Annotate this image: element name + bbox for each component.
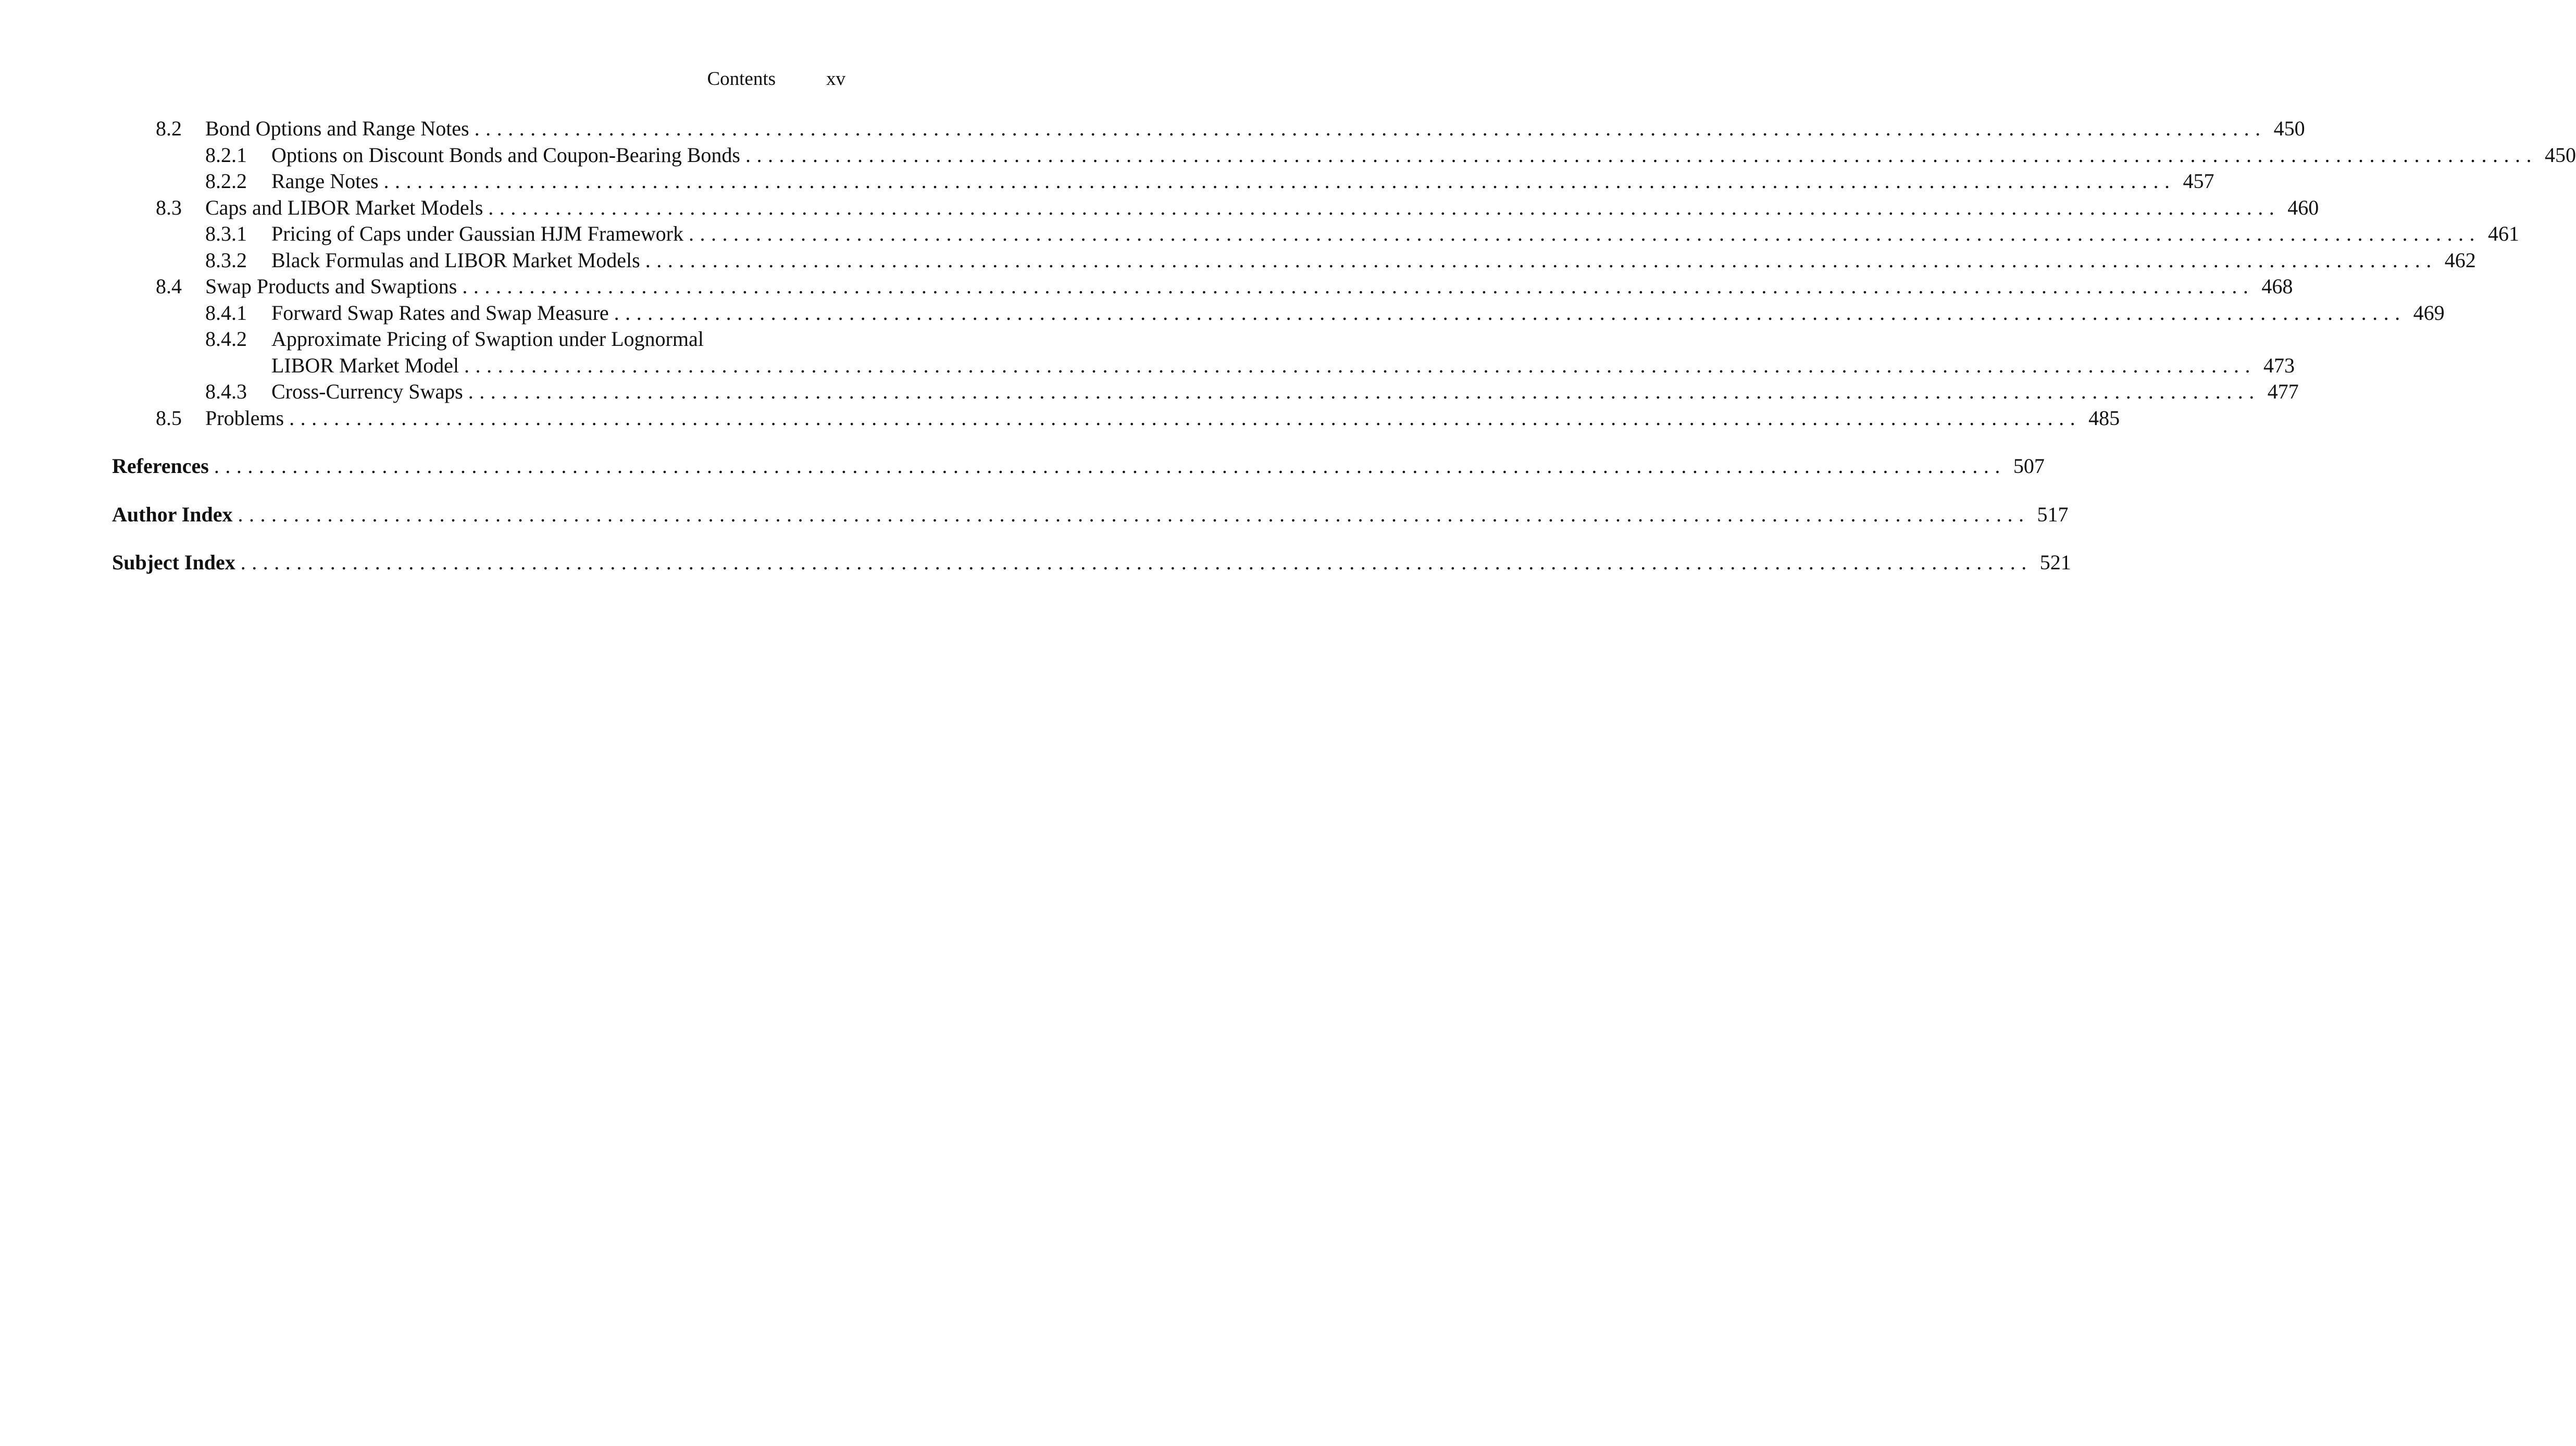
toc-entry-title: Swap Products and Swaptions [205, 273, 462, 300]
toc-leader-dots: ................................................................................................................................................................ [614, 301, 2406, 325]
toc-leader-dots: ................................................................................................................................................................ [689, 222, 2481, 245]
toc-entry-page: 477 [2267, 380, 2299, 403]
toc-entry-8-4-2[interactable] [0, 326, 954, 353]
toc-entry-number: 8.4.2 [205, 327, 247, 351]
toc-entry-page: 485 [2088, 406, 2120, 430]
toc-leader-dots: ................................................................................................................................................................ [488, 195, 2281, 219]
toc-entry-8-4-2-continuation[interactable] [0, 353, 2295, 379]
toc-entry-title: Approximate Pricing of Swaption under Lognormal [271, 326, 704, 353]
toc-entry-subject-index[interactable] [0, 550, 2071, 576]
toc-leader-dots: ................................................................................................................................................................ [745, 143, 2537, 167]
toc-entry-page: 457 [2183, 169, 2214, 193]
toc-entry-title: Pricing of Caps under Gaussian HJM Framework [271, 221, 689, 247]
table-of-contents [0, 116, 2576, 576]
toc-entry-page: 469 [2413, 301, 2445, 325]
toc-entry-number: 8.3 [156, 195, 182, 219]
toc-entry-8-4-1[interactable] [0, 300, 2445, 327]
toc-leader-dots: ................................................................................................................................................................ [464, 353, 2256, 377]
toc-leader-dots: ................................................................................................................................................................ [474, 117, 2267, 140]
toc-entry-author-index[interactable] [0, 502, 2069, 528]
toc-entry-8-4-3[interactable] [0, 379, 2299, 405]
toc-entry-title: Cross-Currency Swaps [271, 379, 468, 405]
toc-entry-8-3-2[interactable] [0, 247, 2476, 274]
running-head-title: Contents [707, 68, 776, 90]
toc-entry-page: 468 [2261, 275, 2293, 298]
toc-entry-number: 8.2.2 [205, 169, 247, 193]
toc-entry-number: 8.4 [156, 275, 182, 298]
toc-entry-number: 8.2 [156, 117, 182, 140]
toc-entry-page: 450 [2273, 117, 2305, 140]
toc-entry-references[interactable] [0, 453, 2045, 480]
toc-entry-8-5[interactable] [0, 405, 2120, 432]
toc-entry-number: 8.2.1 [205, 143, 247, 167]
toc-entry-title: Bond Options and Range Notes [205, 116, 475, 142]
toc-entry-number: 8.4.3 [205, 380, 247, 403]
toc-entry-page: 521 [2039, 551, 2071, 574]
toc-leader-dots: ................................................................................................................................................................ [468, 380, 2260, 403]
toc-entry-8-3[interactable] [0, 195, 2319, 221]
toc-entry-8-2-1[interactable] [0, 142, 2576, 169]
running-head-page-number: xv [826, 68, 845, 90]
toc-entry-page: 517 [2037, 502, 2069, 526]
toc-entry-page: 450 [2544, 143, 2576, 167]
toc-entry-number: 8.4.1 [205, 301, 247, 325]
toc-entry-title: Problems [205, 405, 289, 432]
running-head [0, 68, 954, 94]
toc-entry-8-2-2[interactable] [0, 168, 2214, 195]
toc-entry-page: 461 [2488, 222, 2519, 245]
toc-leader-dots: ................................................................................................................................................................ [238, 502, 2030, 526]
toc-leader-dots: ................................................................................................................................................................ [645, 248, 2437, 272]
toc-entry-page: 473 [2263, 353, 2295, 377]
toc-entry-title: Author Index [112, 502, 238, 528]
toc-leader-dots: ................................................................................................................................................................ [240, 551, 2033, 574]
toc-entry-title: Forward Swap Rates and Swap Measure [271, 300, 614, 327]
toc-entry-number: 8.5 [156, 406, 182, 430]
toc-entry-8-2[interactable] [0, 116, 2305, 142]
toc-entry-title: References [112, 453, 214, 480]
toc-entry-number: 8.3.1 [205, 222, 247, 245]
toc-entry-title: Options on Discount Bonds and Coupon-Bearing Bonds [271, 142, 745, 169]
toc-entry-page: 460 [2287, 195, 2319, 219]
toc-entry-title: Caps and LIBOR Market Models [205, 195, 488, 221]
toc-entry-page: 462 [2444, 248, 2476, 272]
toc-entry-8-4[interactable] [0, 273, 2293, 300]
toc-entry-title: Black Formulas and LIBOR Market Models [271, 247, 645, 274]
toc-entry-8-3-1[interactable] [0, 221, 2519, 247]
toc-entry-title: Subject Index [112, 550, 241, 576]
toc-entry-title-continuation: LIBOR Market Model [271, 353, 464, 379]
toc-entry-title: Range Notes [271, 168, 384, 195]
toc-entry-page: 507 [2013, 454, 2045, 478]
toc-leader-dots: ................................................................................................................................................................ [214, 454, 2006, 478]
toc-entry-number: 8.3.2 [205, 248, 247, 272]
toc-leader-dots: ................................................................................................................................................................ [383, 169, 2176, 193]
toc-leader-dots: ................................................................................................................................................................ [289, 406, 2082, 430]
toc-leader-dots: ................................................................................................................................................................ [462, 275, 2255, 298]
